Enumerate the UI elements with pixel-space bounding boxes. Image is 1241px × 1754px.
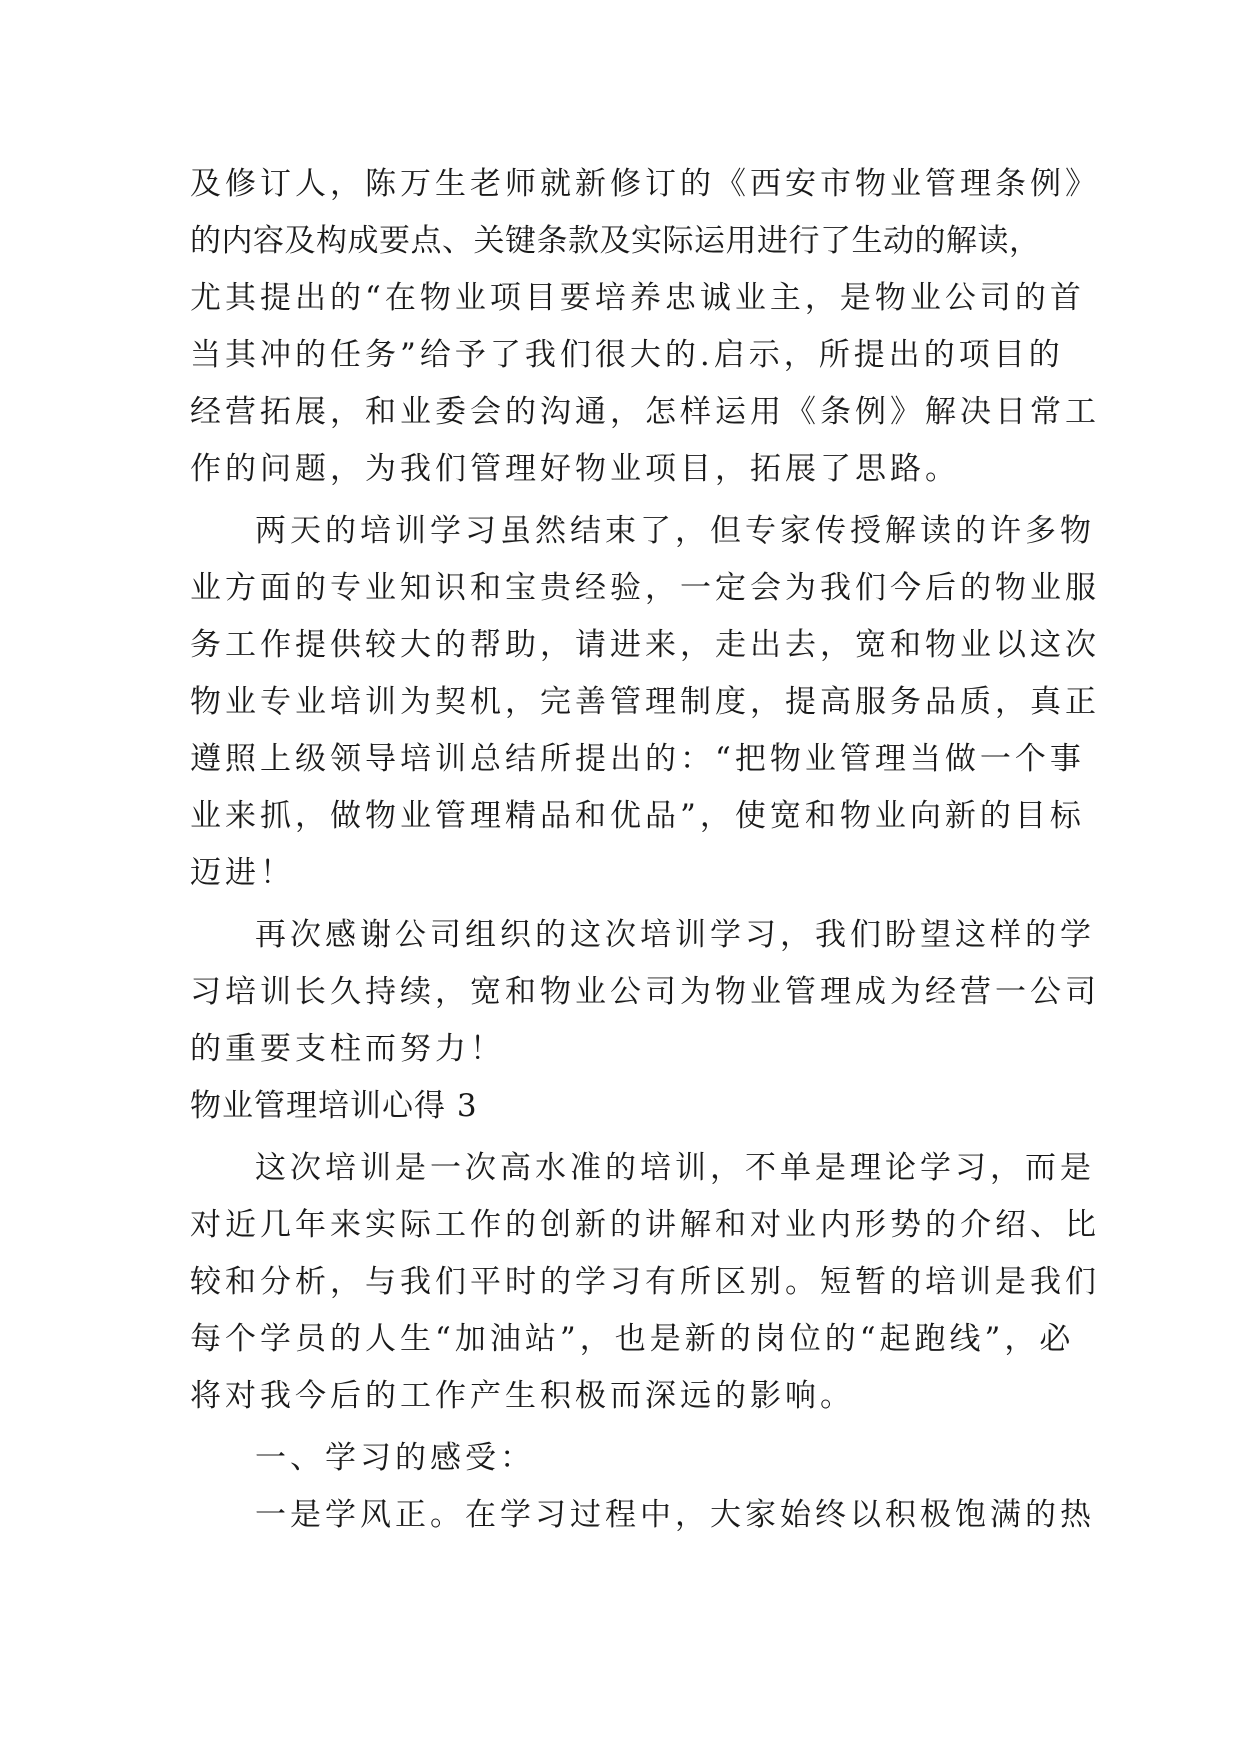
body-text-line: 物业专业培训为契机，完善管理制度，提高服务品质，真正 [190, 684, 1100, 720]
body-text-line: 习培训长久持续，宽和物业公司为物业管理成为经营一公司 [190, 974, 1100, 1010]
body-text-line: 经营拓展，和业委会的沟通，怎样运用《条例》解决日常工 [190, 394, 1100, 430]
body-text-line: 将对我今后的工作产生积极而深远的影响。 [190, 1378, 855, 1414]
body-text-line: 尤其提出的“在物业项目要培养忠诚业主，是物业公司的首 [190, 280, 1085, 316]
body-text-line: 业方面的专业知识和宝贵经验，一定会为我们今后的物业服 [190, 570, 1100, 606]
body-text-line: 当其冲的任务”给予了我们很大的.启示，所提出的项目的 [190, 337, 1064, 373]
body-text-line: 作的问题，为我们管理好物业项目，拓展了思路。 [190, 451, 960, 487]
body-text-line: 及修订人，陈万生老师就新修订的《西安市物业管理条例》 [190, 166, 1100, 202]
body-text-line: 遵照上级领导培训总结所提出的：“把物业管理当做一个事 [190, 741, 1085, 777]
body-text-line: 业来抓，做物业管理精品和优品”，使宽和物业向新的目标 [190, 798, 1085, 834]
paragraph-first-line: 两天的培训学习虽然结束了，但专家传授解读的许多物 [255, 513, 1095, 549]
body-text-line: 较和分析，与我们平时的学习有所区别。短暂的培训是我们 [190, 1264, 1100, 1300]
body-text-line: 的内容及构成要点、关键条款及实际运用进行了生动的解读， [190, 223, 1041, 259]
body-text-line: 每个学员的人生“加油站”，也是新的岗位的“起跑线”，必 [190, 1321, 1075, 1357]
body-text-line: 的重要支柱而努力！ [190, 1031, 505, 1067]
body-text-line: 务工作提供较大的帮助，请进来，走出去，宽和物业以这次 [190, 627, 1100, 663]
paragraph-first-line: 这次培训是一次高水准的培训，不单是理论学习，而是 [255, 1150, 1095, 1186]
body-text-line: 对近几年来实际工作的创新的讲解和对业内形势的介绍、比 [190, 1207, 1100, 1243]
body-text-line: 迈进！ [190, 855, 295, 891]
section-heading: 物业管理培训心得 3 [190, 1088, 478, 1124]
subsection-heading: 一、学习的感受： [255, 1440, 535, 1476]
paragraph-first-line: 一是学风正。在学习过程中，大家始终以积极饱满的热 [255, 1497, 1095, 1533]
paragraph-first-line: 再次感谢公司组织的这次培训学习，我们盼望这样的学 [255, 917, 1095, 953]
